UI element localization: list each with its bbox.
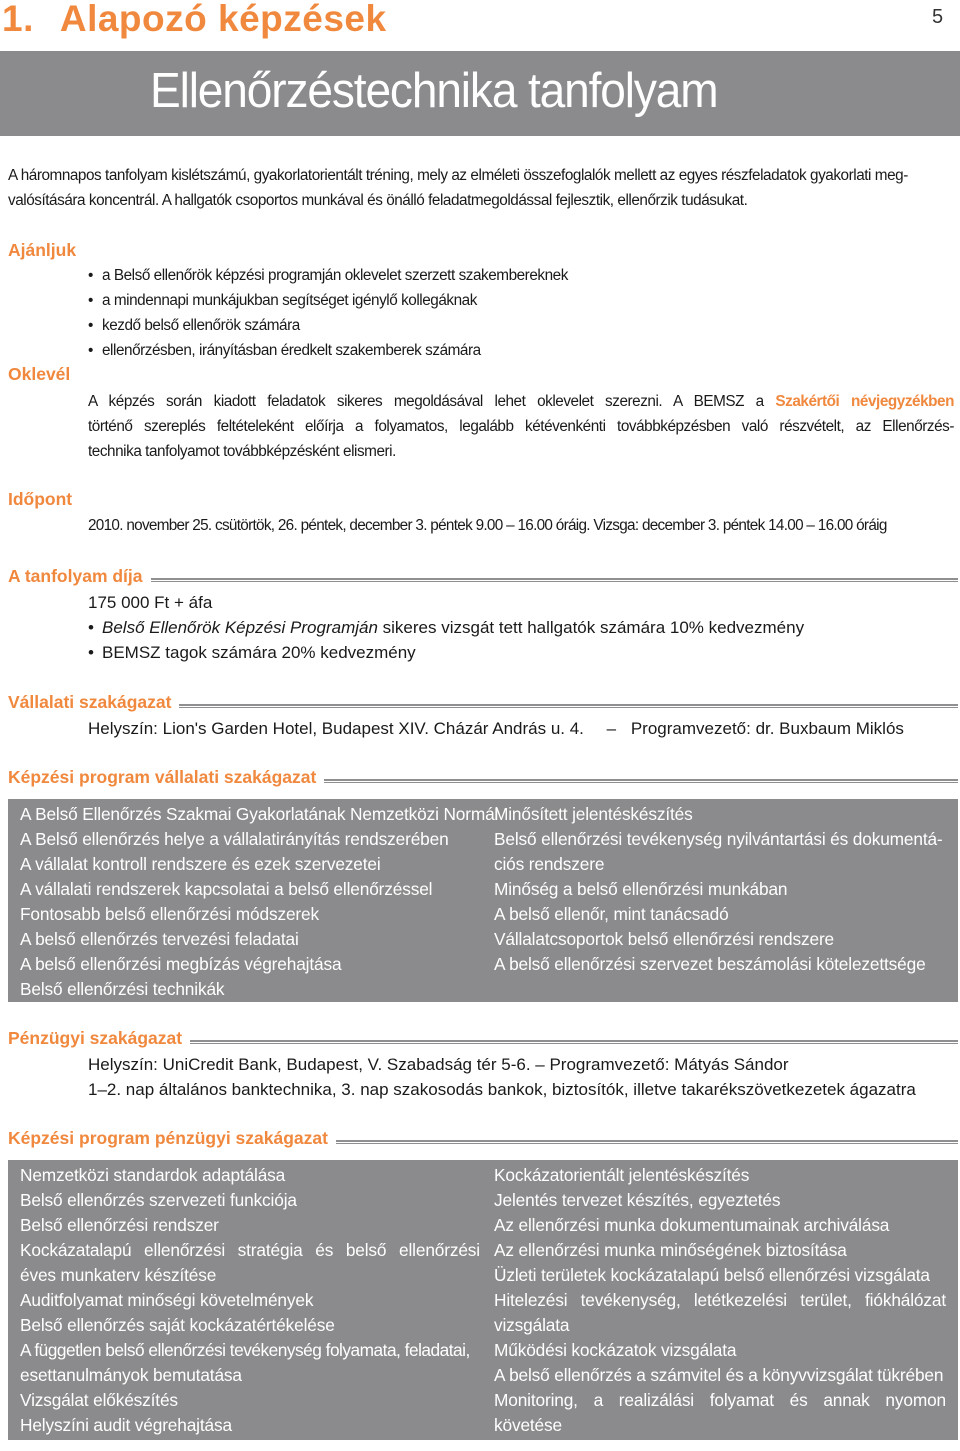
list-item: Belső ellenőrzési rendszer	[20, 1215, 219, 1235]
page-title: Ellenőrzéstechnika tanfolyam	[150, 64, 718, 118]
vallalati-label: Vállalati szakágazat	[8, 692, 958, 713]
list-item: A vállalati rendszerek kapcsolatai a belső ellenőrzéssel	[20, 879, 433, 899]
section-rule	[324, 779, 958, 783]
idopont-label: Időpont	[8, 489, 73, 509]
list-item: esettanulmányok bemutatása	[20, 1365, 242, 1385]
list-item: Kockázatorientált jelentéskészítés	[494, 1165, 750, 1185]
list-item: Működési kockázatok vizsgálata	[494, 1340, 737, 1360]
idopont-text: 2010. november 25. csütörtök, 26. péntek, december 3. péntek 9.00 – 16.00 óráig. Vizsga: december 3. péntek 14.00 – 16.00 óráig	[88, 517, 887, 534]
section-rule	[190, 1040, 958, 1044]
chapter-number: 1.	[2, 0, 34, 39]
list-item: Üzleti területek kockázatalapú belső ellenőrzési vizsgálata	[494, 1265, 930, 1285]
list-item: A belső ellenőrzés tervezési feladatai	[20, 929, 299, 949]
szakertoi-nevjegyzek-highlight: Szakértői névjegyzékben	[775, 393, 954, 410]
list-item: A Belső ellenőrzés helye a vállalatirányítás rendszerében	[20, 829, 449, 849]
ajanljuk-label: Ajánljuk	[8, 240, 77, 260]
section-rule	[151, 578, 958, 582]
list-item: Belső ellenőrzési tevékenység nyilvántartási és dokumentá-	[494, 829, 943, 849]
list-item: • ellenőrzésben, irányításban éredkelt szakemberek számára	[88, 338, 568, 363]
list-item: • kezdő belső ellenőrök számára	[88, 313, 568, 338]
list-item: A belső ellenőrzési megbízás végrehajtása	[20, 954, 342, 974]
list-item: Vállalatcsoportok belső ellenőrzési rendszere	[494, 929, 835, 949]
program-penzugyi-label: Képzési program pénzügyi szakágazat	[8, 1128, 958, 1149]
list-item: ciós rendszere	[494, 854, 605, 874]
oklevel-label: Oklevél	[8, 364, 71, 384]
program-vallalati-label: Képzési program vállalati szakágazat	[8, 767, 958, 788]
program-vallalati-box	[8, 799, 958, 1002]
list-item: Belső ellenőrzés szervezeti funkciója	[20, 1190, 297, 1210]
intro-line: A háromnapos tanfolyam kislétszámú, gyakorlatorientált tréning, mely az elméleti összefoglalók mellett az egyes részfeladatok gyakorlati meg-	[8, 167, 908, 184]
list-item: Hitelezési tevékenység, letétkezelési terület, fiókhálózat	[494, 1290, 946, 1310]
chapter-title: Alapozó képzések	[59, 0, 387, 39]
page-number: 5	[932, 6, 944, 28]
intro-paragraph	[8, 163, 956, 213]
list-item: A belső ellenőrzés a számvitel és a könyvvizsgálat tükrében	[494, 1365, 944, 1385]
list-item: • a Belső ellenőrök képzési programján oklevelet szerzett szakembereknek	[88, 263, 568, 288]
list-item: Vizsgálat előkészítés	[20, 1390, 178, 1410]
list-item: A vállalat kontroll rendszere és ezek szervezetei	[20, 854, 381, 874]
discount-item: • Belső Ellenőrök Képzési Programján sikeres vizsgát tett hallgatók számára 10% kedvezmény	[88, 615, 804, 640]
list-item: Fontosabb belső ellenőrzési módszerek	[20, 904, 319, 924]
list-item: Helyszíni audit végrehajtása	[20, 1415, 232, 1435]
dij-label: A tanfolyam díja	[8, 566, 958, 587]
list-item: Belső ellenőrzési technikák	[20, 979, 225, 999]
program-penzugyi-left	[20, 1163, 480, 1438]
list-item: Az ellenőrzési munka minőségének biztosítása	[494, 1240, 847, 1260]
list-item: A független belső ellenőrzési tevékenység folyamata, feladatai,	[20, 1340, 470, 1360]
list-item: vizsgálata	[494, 1315, 570, 1335]
list-item: éves munkaterv készítése	[20, 1265, 217, 1285]
list-item: A belső ellenőrzési szervezet beszámolási kötelezettsége	[494, 954, 926, 974]
list-item: A belső ellenőr, mint tanácsadó	[494, 904, 729, 924]
penzugyi-days: 1–2. nap általános banktechnika, 3. nap szakosodás bankok, biztosítók, illetve takarékszövetkezetek ágazatra	[88, 1080, 916, 1099]
list-item: • a mindennapi munkájukban segítséget igénylő kollegáknak	[88, 288, 568, 313]
intro-line: valósítására koncentrál. A hallgatók csoportos munkával és önálló feladatmegoldással fejlesztik, ellenőrzik tudásukat.	[8, 192, 748, 209]
ajanljuk-list	[88, 263, 568, 363]
dij-price: 175 000 Ft + áfa	[88, 593, 213, 612]
list-item: Belső ellenőrzés saját kockázatértékelése	[20, 1315, 335, 1335]
list-item: Minősített jelentéskészítés	[494, 804, 693, 824]
list-item: A Belső Ellenőrzés Szakmai Gyakorlatának Nemzetközi Normái	[20, 804, 499, 824]
section-rule	[179, 704, 958, 708]
vallalati-location: Helyszín: Lion's Garden Hotel, Budapest XIV. Cházár András u. 4. – Programvezető: dr. Buxbaum Miklós	[88, 719, 904, 738]
program-penzugyi-right	[494, 1163, 946, 1438]
list-item: Jelentés tervezet készítés, egyeztetés	[494, 1190, 781, 1210]
program-vallalati-left	[20, 802, 498, 1002]
list-item: Kockázatalapú ellenőrzési stratégia és belső ellenőrzési	[20, 1240, 480, 1260]
list-item: Monitoring, a realizálási folyamat és annak nyomon	[494, 1390, 946, 1410]
list-item: követése	[494, 1415, 562, 1435]
list-item: Az ellenőrzési munka dokumentumainak archiválása	[494, 1215, 890, 1235]
discount-item: • BEMSZ tagok számára 20% kedvezmény	[88, 640, 804, 665]
program-penzugyi-box	[8, 1160, 958, 1440]
dij-discounts	[88, 615, 804, 665]
oklevel-text: A képzés során kiadott feladatok sikeres megoldásával lehet oklevelet szerezni. A BEMSZ a Szakértői névjegyzékben történő szereplés feltételeként előírja a folyamatos, legalább kétévenkénti továbbképzésben való részvételt, az Ellenőrzés- technika tanfolyamot továbbképzésként elismeri.	[88, 393, 954, 460]
list-item: Minőség a belső ellenőrzési munkában	[494, 879, 788, 899]
chapter-heading	[2, 0, 387, 40]
section-rule	[336, 1140, 958, 1144]
list-item: Auditfolyamat minőségi követelmények	[20, 1290, 314, 1310]
program-vallalati-right	[494, 802, 943, 977]
penzugyi-label: Pénzügyi szakágazat	[8, 1028, 958, 1049]
list-item: Nemzetközi standardok adaptálása	[20, 1165, 286, 1185]
penzugyi-location: Helyszín: UniCredit Bank, Budapest, V. Szabadság tér 5-6. – Programvezető: Mátyás Sándor	[88, 1055, 789, 1074]
